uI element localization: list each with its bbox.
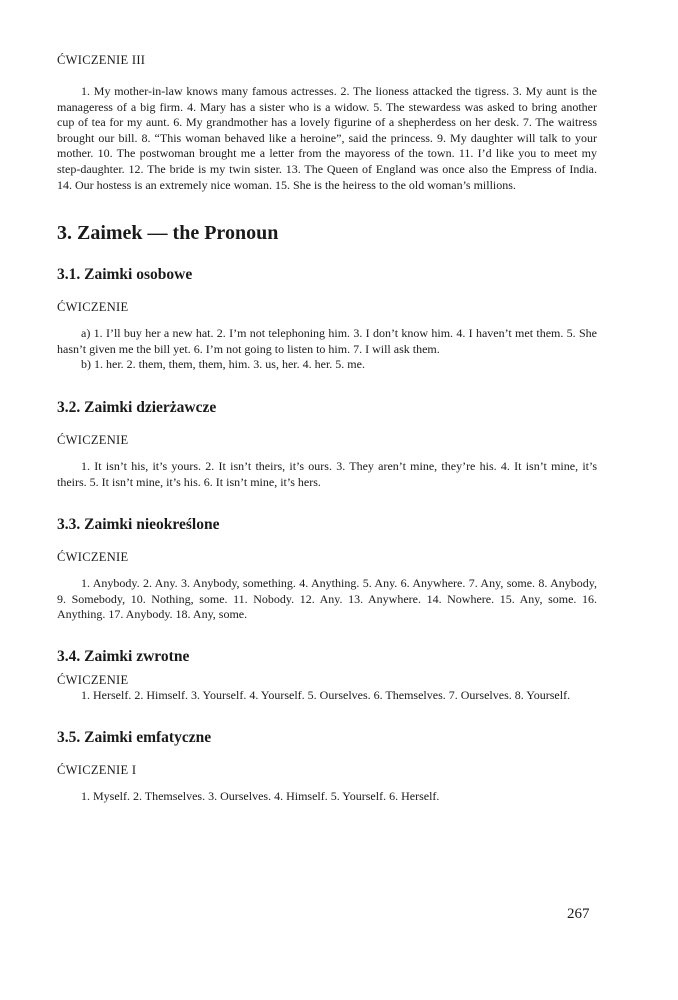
section-heading: 3.2. Zaimki dzierżawcze xyxy=(57,398,217,416)
section-heading: 3.4. Zaimki zwrotne xyxy=(57,647,190,665)
exercise-answers: 1. It isn’t his, it’s yours. 2. It isn’t theirs, it’s ours. 3. They aren’t mine, they’re his. 4. It isn’t mine, it’s theirs. 5. It isn’t mine, it’s his. 6. It isn’t mine, it’s hers. xyxy=(57,458,597,489)
page-content xyxy=(57,52,597,804)
chapter-title: 3. Zaimek — the Pronoun xyxy=(57,222,279,245)
exercise-label: ĆWICZENIE xyxy=(57,672,129,687)
exercise-answers: 1. Herself. 2. Himself. 3. Yourself. 4. Yourself. 5. Ourselves. 6. Themselves. 7. Ourselves. 8. Yourself. xyxy=(81,687,571,702)
page-number: 267 xyxy=(567,906,590,922)
section-heading: 3.3. Zaimki nieokreślone xyxy=(57,516,220,534)
exercise-answers: 1. Myself. 2. Themselves. 3. Ourselves. 4. Himself. 5. Yourself. 6. Herself. xyxy=(81,788,440,803)
exercise-label: ĆWICZENIE III xyxy=(57,53,146,67)
exercise-label: ĆWICZENIE xyxy=(57,300,129,315)
exercise-answers: b) 1. her. 2. them, them, them, him. 3. us, her. 4. her. 5. me. xyxy=(81,357,365,372)
exercise-answers: 1. My mother-in-law knows many famous actresses. 2. The lioness attacked the tigress. 3. My aunt is the manageress of a big firm. 4. Mary has a sister who is a widow. 5. The stewardess was asked to bring another cup of tea for my aunt. 6. My grandmother has a lovely figurine of a shepherdess on her desk. 7. The waitress brought our bill. 8. “This woman behaved like a heroine”, said the princess. 9. My daughter will talk to your mother. 10. The postwoman brought me a letter from the mayoress of the town. 11. I’d like you to meet my step-daughter. 12. The bride is my twin sister. 13. The Queen of England was once also the Empress of India. 14. Our hostess is an extremely nice woman. 15. She is the heiress to the old woman’s millions. xyxy=(57,84,597,192)
section-heading: 3.1. Zaimki osobowe xyxy=(57,266,193,284)
exercise-answers: 1. Anybody. 2. Any. 3. Anybody, something. 4. Anything. 5. Any. 6. Anywhere. 7. Any, some. 8. Anybody, 9. Somebody, 10. Nothing, some. 11. Nobody. 12. Any. 13. Anywhere. 14. Nowhere. 15. Any, some. 16. Anything. 17. Anybody. 18. Any, some. xyxy=(57,576,597,622)
section-heading: 3.5. Zaimki emfatyczne xyxy=(57,728,212,746)
exercise-label: ĆWICZENIE xyxy=(57,550,129,565)
exercise-label: ĆWICZENIE xyxy=(57,432,129,447)
exercise-label: ĆWICZENIE I xyxy=(57,762,137,777)
exercise-answers: a) 1. I’ll buy her a new hat. 2. I’m not telephoning him. 3. I don’t know him. 4. I haven’t met them. 5. She hasn’t given me the bill yet. 6. I’m not going to listen to him. 7. I will ask them. xyxy=(57,326,597,356)
